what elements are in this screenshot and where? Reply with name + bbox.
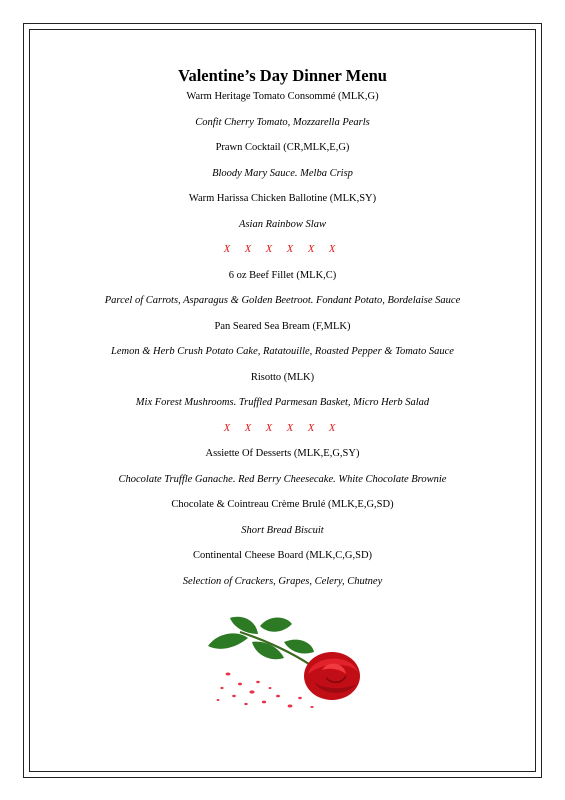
menu-item-dish: Continental Cheese Board (MLK,C,G,SD) xyxy=(192,550,373,561)
menu-item-dish: Prawn Cocktail (CR,MLK,E,G) xyxy=(215,142,350,153)
menu-item-description: Asian Rainbow Slaw xyxy=(239,218,326,230)
menu-content xyxy=(29,66,536,600)
menu-item-description: Mix Forest Mushrooms. Truffled Parmesan Basket, Micro Herb Salad xyxy=(135,397,430,408)
rose-bloom xyxy=(304,652,360,700)
leaves xyxy=(208,617,314,659)
menu-item-description: Parcel of Carrots, Asparagus & Golden Beetroot. Fondant Potato, Bordelaise Sauce xyxy=(104,295,461,306)
menu-item-dish: 6 oz Beef Fillet (MLK,C) xyxy=(228,269,337,281)
rose-icon xyxy=(200,612,370,712)
menu-item-description: Selection of Crackers, Grapes, Celery, Chutney xyxy=(182,575,383,587)
menu-item-dish: Chocolate & Cointreau Crème Brulé (MLK,E,G,SD) xyxy=(171,499,394,510)
menu-item-description: Bloody Mary Sauce. Melba Crisp xyxy=(212,167,353,179)
petals xyxy=(217,673,314,709)
menu-item-dish: Pan Seared Sea Bream (F,MLK) xyxy=(214,320,351,332)
menu-item-description: Lemon & Herb Crush Potato Cake, Ratatouille, Roasted Pepper & Tomato Sauce xyxy=(111,346,454,357)
menu-item-description: Confit Cherry Tomato, Mozzarella Pearls xyxy=(195,116,370,128)
course-separator: X X X X X X xyxy=(223,244,342,255)
menu-item-dish: Risotto (MLK) xyxy=(250,371,315,383)
page-title: Valentine’s Day Dinner Menu xyxy=(178,66,387,85)
course-separator: X X X X X X xyxy=(223,422,342,434)
menu-item-description: Chocolate Truffle Ganache. Red Berry Cheesecake. White Chocolate Brownie xyxy=(118,473,447,485)
menu-item-dish: Warm Heritage Tomato Consommé (MLK,G) xyxy=(186,91,379,102)
menu-item-description: Short Bread Biscuit xyxy=(241,524,324,536)
menu-item-dish: Warm Harissa Chicken Ballotine (MLK,SY) xyxy=(188,193,377,204)
menu-item-dish: Assiette Of Desserts (MLK,E,G,SY) xyxy=(205,448,360,459)
